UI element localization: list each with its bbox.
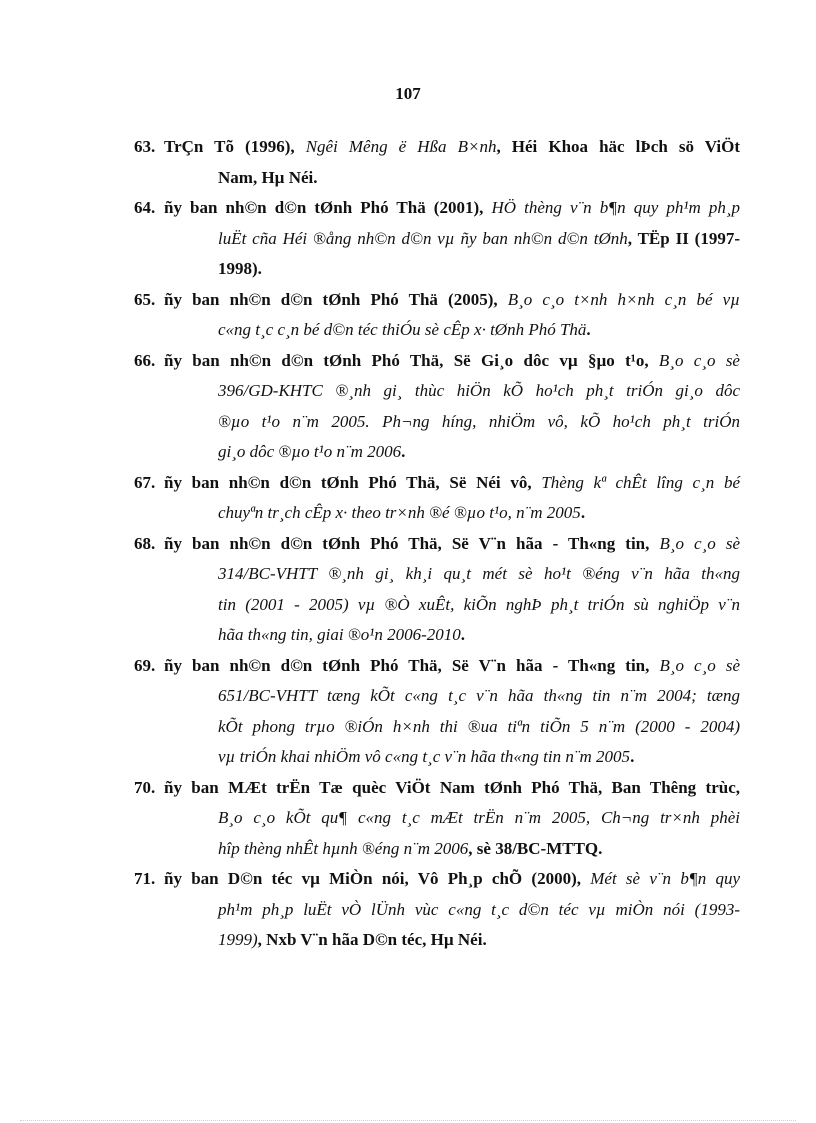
reference-line (218, 163, 740, 194)
reference-title-text: 651/BC-VHTT tæng kÕt c«ng t¸c v¨n hãa th«ng tin n¨m 2004; tæng (218, 686, 740, 705)
reference-title-text: tin (2001 - 2005) vµ ®Ò xuÊt, kiÕn nghÞ ph¸t triÓn sù nghiÖp v¨n (218, 594, 740, 614)
page-bottom-border (20, 1120, 796, 1121)
reference-title-text: 396/GD-KHTC ®¸nh gi¸ thùc hiÖn kÕ ho¹ch ph¸t triÓn gi¸o dôc (218, 381, 740, 400)
reference-title-text: Thèng kª chÊt lîng c¸n bé (541, 472, 740, 492)
reference-title-text: c«ng t¸c c¸n bé d©n téc thiÓu sè cÊp x· tØnh Phó Thä (218, 320, 587, 339)
reference-title-text: B¸o c¸o sè (658, 350, 740, 370)
reference-line (218, 254, 740, 285)
reference-line (218, 224, 740, 255)
reference-number: 67. (134, 472, 156, 492)
reference-line (164, 651, 740, 682)
reference-line (164, 132, 740, 163)
reference-line (164, 468, 740, 499)
reference-line (218, 315, 740, 346)
reference-line (164, 346, 740, 377)
reference-text: , sè 38/BC-MTTQ. (468, 838, 603, 858)
reference-text: Nam, Hµ Néi. (218, 167, 318, 187)
reference-line (218, 712, 740, 743)
reference-title-text: B¸o c¸o t×nh h×nh c¸n bé vµ (507, 289, 740, 309)
reference-text: , Nxb V¨n hãa D©n téc, Hµ Néi. (257, 930, 487, 949)
reference-line (218, 895, 740, 926)
reference-text: . (460, 625, 466, 644)
reference-line (164, 773, 740, 804)
reference-item (134, 132, 740, 193)
reference-text: . (630, 747, 635, 766)
reference-item (134, 285, 740, 346)
reference-item (134, 864, 740, 956)
reference-title-text: 1999) (218, 930, 258, 949)
reference-number: 66. (134, 350, 156, 370)
reference-line (218, 376, 740, 407)
reference-title-text: hîp thèng nhÊt hµnh ®éng n¨m 2006 (218, 838, 469, 858)
reference-line (164, 529, 740, 560)
reference-text: ñy ban MÆt trËn Tæ quèc ViÖt Nam tØnh Phó Thä, Ban Thêng trùc, (164, 777, 740, 797)
reference-line (218, 590, 740, 621)
reference-number: 70. (134, 777, 156, 797)
reference-title-text: Mét sè v¨n b¶n quy (590, 869, 741, 888)
reference-text: ñy ban nh©n d©n tØnh Phó Thä, Së V¨n hãa - Th«ng tin, (164, 533, 660, 553)
reference-title-text: B¸o c¸o sè (659, 533, 740, 553)
reference-title-text: ph¹m ph¸p luËt vÒ lÜnh vùc c«ng t¸c d©n téc vµ miÒn nói (1993- (218, 899, 740, 919)
reference-line (218, 559, 740, 590)
reference-title-text: vµ triÓn khai nhiÖm vô c«ng t¸c v¨n hãa th«ng tin n¨m 2005 (218, 747, 631, 766)
reference-title-text: hãa th«ng tin, giai ®o¹n 2006-2010 (218, 625, 461, 644)
reference-title-text: 314/BC-VHTT ®¸nh gi¸ kh¸i qu¸t mét sè ho¹t ®éng v¨n hãa th«ng (218, 564, 740, 583)
reference-number: 69. (134, 655, 156, 675)
reference-line (218, 620, 740, 651)
reference-item (134, 193, 740, 285)
reference-title-text: kÕt phong trµo ®iÓn h×nh thi ®ua tiªn tiÕn 5 n¨m (2000 - 2004) (218, 716, 740, 736)
reference-line (218, 834, 740, 865)
page-number: 107 (395, 84, 421, 103)
reference-line (164, 193, 740, 224)
reference-text: ñy ban nh©n d©n tØnh Phó Thä (2001), (164, 198, 492, 217)
reference-item (134, 529, 740, 651)
reference-text: . (401, 442, 406, 461)
reference-title-text: luËt cña Héi ®ång nh©n d©n vµ ñy ban nh©n d©n tØnh (218, 228, 628, 248)
reference-title-text: HÖ thèng v¨n b¶n quy ph¹m ph¸p (491, 198, 740, 217)
reference-text: . (586, 320, 591, 339)
reference-text: 1998). (218, 259, 262, 278)
reference-number: 71. (134, 869, 156, 888)
reference-line (218, 742, 740, 773)
reference-line (218, 498, 740, 529)
reference-item (134, 773, 740, 865)
reference-title-text: Ngêi Mêng ë Hßa B×nh (305, 137, 497, 156)
reference-line (218, 407, 740, 438)
reference-title-text: B¸o c¸o sè (659, 655, 740, 675)
reference-text: ñy ban nh©n d©n tØnh Phó Thä (2005), (164, 289, 508, 309)
reference-line (218, 803, 740, 834)
reference-text: , Héi Khoa häc lÞch sö ViÖt (496, 137, 740, 156)
reference-number: 64. (134, 198, 156, 217)
reference-line (218, 681, 740, 712)
reference-item (134, 651, 740, 773)
reference-text: ñy ban nh©n d©n tØnh Phó Thä, Së V¨n hãa - Th«ng tin, (164, 655, 660, 675)
reference-text: , TËp II (1997- (627, 228, 740, 248)
reference-text: ñy ban nh©n d©n tØnh Phó Thä, Së Néi vô, (164, 472, 542, 492)
reference-number: 68. (134, 533, 156, 553)
reference-title-text: gi¸o dôc ®µo t¹o n¨m 2006 (218, 442, 402, 461)
reference-list (134, 132, 740, 956)
reference-number: 63. (134, 137, 156, 156)
reference-item (134, 468, 740, 529)
reference-text: TrÇn Tõ (1996), (164, 137, 306, 156)
reference-text: ñy ban nh©n d©n tØnh Phó Thä, Së Gi¸o dôc vµ §µo t¹o, (164, 350, 659, 370)
reference-title-text: ®µo t¹o n¨m 2005. Ph¬ng híng, nhiÖm vô, kÕ ho¹ch ph¸t triÓn (218, 411, 740, 431)
reference-title-text: chuyªn tr¸ch cÊp x· theo tr×nh ®é ®µo t¹o, n¨m 2005 (218, 503, 581, 522)
reference-line (218, 925, 740, 956)
reference-text: . (580, 503, 586, 522)
reference-number: 65. (134, 289, 156, 309)
reference-line (218, 437, 740, 468)
reference-line (164, 864, 740, 895)
reference-title-text: B¸o c¸o kÕt qu¶ c«ng t¸c mÆt trËn n¨m 2005, Ch¬ng tr×nh phèi (218, 808, 740, 827)
reference-line (164, 285, 740, 316)
reference-item (134, 346, 740, 468)
reference-text: ñy ban D©n téc vµ MiÒn nói, Vô Ph¸p chÕ (2000), (164, 869, 591, 888)
